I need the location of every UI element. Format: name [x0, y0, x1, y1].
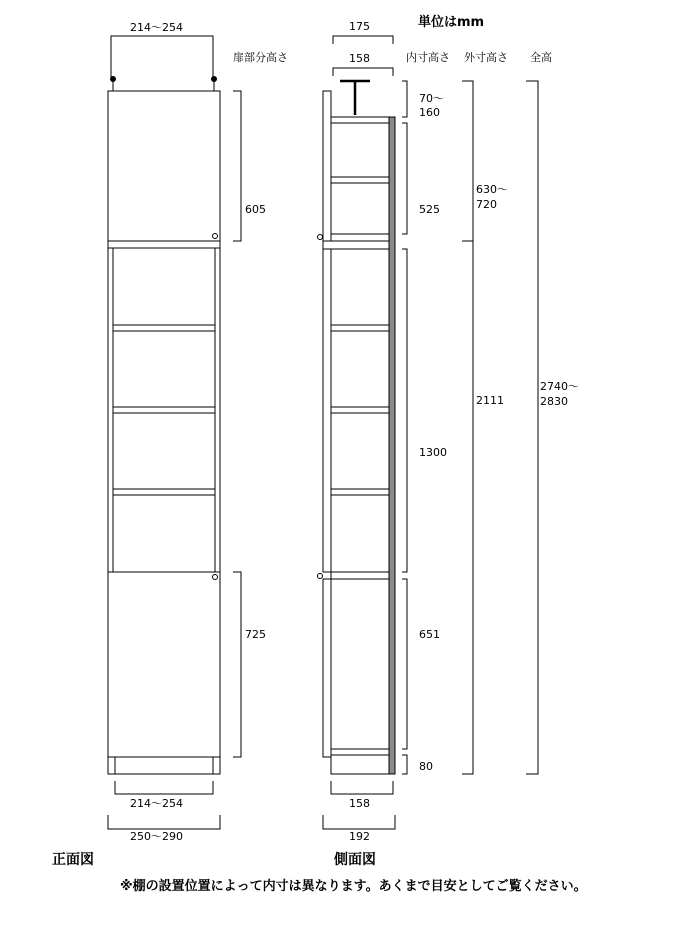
inner-adjuster-height-2: 160	[419, 106, 440, 119]
front-upper-hinge	[213, 234, 218, 239]
front-adjuster-right	[211, 76, 217, 82]
front-lower-hinge	[213, 575, 218, 580]
side-lower-hinge	[318, 574, 323, 579]
front-view	[52, 21, 266, 868]
side-bottom-panel	[331, 749, 389, 755]
side-bottom-outer-depth: 192	[349, 830, 370, 843]
footnote: ※棚の設置位置によって内寸は異なります。あくまで目安としてご覧ください。	[120, 879, 587, 894]
side-top-outer-depth-bracket	[333, 36, 393, 44]
side-bottom-inner-depth: 158	[349, 797, 370, 810]
front-bottom-inner-width-bracket	[115, 781, 213, 794]
front-shelf-2	[113, 407, 215, 413]
front-view-caption: 正面図	[52, 852, 94, 868]
side-bottom-outer-depth-bracket	[323, 815, 395, 829]
front-lower-door-bracket	[233, 572, 241, 757]
front-top-width-bracket	[111, 36, 213, 77]
side-back-panel	[389, 117, 395, 774]
front-shelf-3	[113, 489, 215, 495]
side-top-inner-depth-bracket	[333, 68, 393, 76]
front-upper-door	[108, 91, 220, 241]
header-outer-height: 外寸高さ	[464, 51, 508, 64]
front-shelf-1	[113, 325, 215, 331]
side-shelf-2	[331, 407, 389, 413]
front-bottom-inner-width: 214～254	[130, 797, 183, 810]
side-top-inner-depth: 158	[349, 52, 370, 65]
front-lower-door	[108, 572, 220, 757]
front-bottom-outer-width-bracket	[108, 815, 220, 829]
total-height-2: 2830	[540, 395, 568, 408]
front-adjuster-left	[110, 76, 116, 82]
side-separator	[323, 241, 393, 249]
total-height-1: 2740～	[540, 380, 579, 393]
side-upper-door	[323, 91, 331, 241]
front-upper-door-bracket	[233, 91, 241, 241]
front-lower-door-height: 725	[245, 628, 266, 641]
header-door-height: 扉部分高さ	[233, 51, 288, 64]
side-upper-hinge	[318, 235, 323, 240]
outer-upper-height-2: 720	[476, 198, 497, 211]
header-total-height: 全高	[530, 51, 552, 64]
inner-upper-height: 525	[419, 203, 440, 216]
inner-base-height: 80	[419, 760, 433, 773]
side-view	[318, 20, 580, 868]
outer-lower-height: 2111	[476, 394, 504, 407]
outer-upper-height-1: 630～	[476, 183, 508, 196]
unit-label: 単位はmm	[418, 15, 485, 30]
inner-middle-height: 1300	[419, 446, 447, 459]
side-shelf-4	[331, 572, 389, 579]
front-plinth	[108, 757, 220, 774]
side-lower-door	[323, 579, 331, 757]
inner-adjuster-height-1: 70～	[419, 92, 444, 105]
header-inner-height: 内寸高さ	[406, 51, 450, 64]
side-shelf-1	[331, 325, 389, 331]
side-plinth	[331, 755, 389, 774]
side-upper-shelf	[331, 177, 389, 183]
front-upper-door-height: 605	[245, 203, 266, 216]
side-view-caption: 側面図	[334, 852, 376, 868]
side-front-edge	[323, 249, 331, 572]
front-separator	[108, 241, 220, 248]
side-bottom-inner-depth-bracket	[331, 781, 393, 794]
front-bottom-outer-width: 250～290	[130, 830, 183, 843]
side-shelf-3	[331, 489, 389, 495]
front-top-width: 214～254	[130, 21, 183, 34]
inner-lower-height: 651	[419, 628, 440, 641]
side-top-outer-depth: 175	[349, 20, 370, 33]
side-top-panel	[331, 117, 389, 123]
